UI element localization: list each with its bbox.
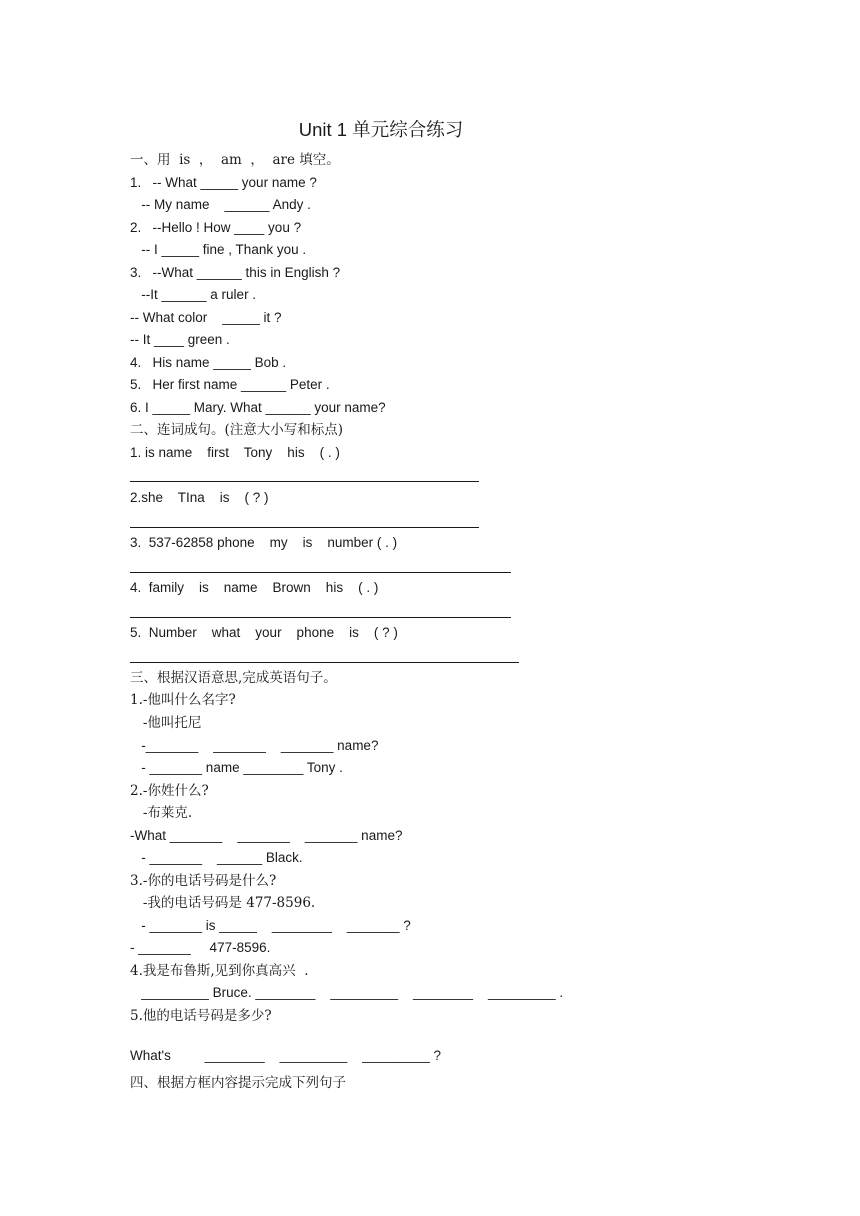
- exercise-line: 2. --Hello ! How ____ you ?: [130, 220, 302, 235]
- exercise-line: -布莱克.: [130, 805, 193, 821]
- exercise-line: -What _______ _______ _______ name?: [130, 828, 403, 843]
- answer-line: [130, 527, 479, 528]
- exercise-line: 5.他的电话号码是多少?: [130, 1008, 272, 1024]
- exercise-line: -- I _____ fine , Thank you .: [130, 242, 307, 257]
- section-2-heading: 二、连词成句。(注意大小写和标点): [130, 422, 344, 438]
- exercise-line: 5. Her first name ______ Peter .: [130, 377, 330, 392]
- exercise-line: -_______ _______ _______ name?: [130, 738, 379, 753]
- answer-line: [130, 662, 519, 663]
- exercise-line: -他叫托尼: [130, 715, 202, 731]
- answer-line: [130, 481, 479, 482]
- exercise-line: 6. I _____ Mary. What ______ your name?: [130, 400, 386, 415]
- exercise-line: 3. --What ______ this in English ?: [130, 265, 341, 280]
- section-1-heading: 一、用 is ， am ， are 填空。: [130, 152, 340, 168]
- section-4-heading: 四、根据方框内容提示完成下列句子: [130, 1075, 346, 1091]
- answer-line: [130, 617, 511, 618]
- answer-line: [130, 572, 511, 573]
- exercise-line: --It ______ a ruler .: [130, 287, 257, 302]
- exercise-line: 1. is name first Tony his ( . ): [130, 445, 340, 460]
- page-title: Unit 1 单元综合练习: [298, 119, 464, 140]
- exercise-line: 2.-你姓什么?: [130, 783, 209, 799]
- exercise-line: 1. -- What _____ your name ?: [130, 175, 317, 190]
- exercise-line: -- It ____ green .: [130, 332, 230, 347]
- exercise-line: What's ________ _________ _________ ?: [130, 1048, 442, 1063]
- exercise-line: 5. Number what your phone is ( ? ): [130, 625, 398, 640]
- exercise-line: - _______ name ________ Tony .: [130, 760, 343, 775]
- exercise-line: -我的电话号码是 477-8596.: [130, 895, 316, 911]
- section-3-heading: 三、根据汉语意思,完成英语句子。: [130, 670, 337, 686]
- exercise-line: 4. family is name Brown his ( . ): [130, 580, 379, 595]
- exercise-line: -- My name ______ Andy .: [130, 197, 311, 212]
- exercise-line: 2.she TIna is ( ? ): [130, 490, 269, 505]
- exercise-line: 3. 537-62858 phone my is number ( . ): [130, 535, 398, 550]
- exercise-line: 1.-他叫什么名字?: [130, 692, 236, 708]
- exercise-line: 4. His name _____ Bob .: [130, 355, 287, 370]
- exercise-line: - _______ 477-8596.: [130, 940, 271, 955]
- exercise-line: 3.-你的电话号码是什么?: [130, 873, 277, 889]
- exercise-line: -- What color _____ it ?: [130, 310, 282, 325]
- exercise-line: 4.我是布鲁斯,见到你真高兴 .: [130, 963, 309, 979]
- exercise-line: _________ Bruce. ________ _________ ________ _________ .: [130, 985, 564, 1000]
- exercise-line: - _______ is _____ ________ _______ ?: [130, 918, 411, 933]
- exercise-line: - _______ ______ Black.: [130, 850, 303, 865]
